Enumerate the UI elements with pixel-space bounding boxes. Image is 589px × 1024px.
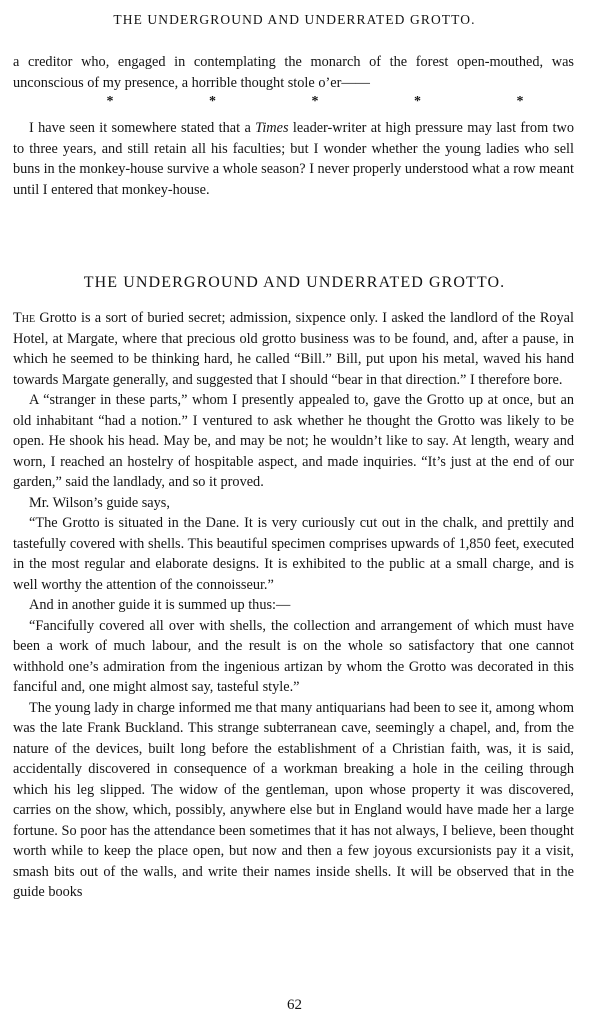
monkey-house-paragraph [13, 118, 574, 200]
opening-paragraph-block [13, 52, 574, 93]
body-paragraph [13, 308, 574, 390]
opening-paragraph: a creditor who, engaged in contemplating the monarch of the forest open-mouthed, was unconscious of my presence, a horrible thought stole o’er—— [13, 54, 574, 91]
body-paragraph: A “stranger in these parts,” whom I presently appealed to, gave the Grotto up at once, but an old inhabitant “had a notion.” I ventured to ask whether he thought the Grotto was likely to be open. He shook his head. May be, and may be not; he wouldn’t like to say. At length, weary and worn, I reached an hostelry of hospitable aspect, and made inquiries. “It’s just at the end of our garden,” said the landlady, and so it proved. [13, 392, 574, 490]
paragraph-text: leader-writer at high pressure may last from two to three years, and still retain all his faculties; but I wonder whether the young ladies who sell buns in the monkey-house survive a whole season? I never properly understood what a row meant until I entered that monkey-house. [13, 120, 574, 198]
body-paragraph: The young lady in charge informed me that many antiquarians had been to see it, among whom was the late Frank Buckland. This strange subterranean cave, seemingly a chapel, and, from the nature of the devices, built long before the establishment of a Christian faith, was, it is said, accidentally discovered in consequence of a workman breaking a hole in the ceiling through which his leg slipped. The widow of the gentleman, upon whose property it was discovered, carries on the show, which, possibly, anywhere else but in England would have made her a large fortune. So poor has the attendance been sometimes that it has not always, I believe, been thought worth while to keep the place open, but now and then a few joyous excursionists pay it a visit, smash bits out of the walls, and write their names inside shells. It will be observed that in the guide books [13, 699, 574, 900]
asterisk: * [414, 94, 421, 109]
paragraph-text: Grotto is a sort of buried secret; admission, sixpence only. I asked the landlord of the Royal Hotel, at Margate, where that precious old grotto business was to be found, and, after a pause, in which he seemed to be thinking hard, he called “Bill.” Bill, put upon his metal, waved his hand towards Margate generally, and suggested that I should “bear in that direction.” I therefore bore. [13, 310, 574, 388]
body-paragraph: Mr. Wilson’s guide says, [29, 494, 170, 511]
section-title: THE UNDERGROUND AND UNDERRATED GROTTO. [83, 274, 506, 291]
monkey-house-paragraph-block [13, 118, 574, 200]
body-paragraph: And in another guide it is summed up thus:— [29, 597, 291, 613]
asterisk: * [106, 94, 114, 109]
lead-word: The [13, 310, 36, 326]
asterisk: * [209, 94, 216, 109]
paragraph-text: I have seen it somewhere stated that a [29, 120, 256, 136]
guide-quotation: “The Grotto is situated in the Dane. It is very curiously cut out in the chalk, and prettily and tastefully covered with shells. This beautiful specimen comprises upwards of 1,850 feet, executed in the most regular and elaborate designs. It is exhibited to the public at a small charge, and is well worthy the attention of the connoisseur.” [13, 515, 574, 593]
asterisk: * [516, 94, 524, 109]
grotto-body [13, 308, 574, 903]
newspaper-title: Times [255, 120, 289, 136]
page-number: 62 [287, 997, 302, 1013]
running-head: THE UNDERGROUND AND UNDERRATED GROTTO. [113, 12, 476, 27]
guide-quotation: “Fancifully covered all over with shells, the collection and arrangement of which must have been a work of much labour, and the result is on the whole so satisfactory that one cannot withhold one’s admiration from the ingenious artizan by whom the Grotto was decorated in this fanciful and, one might almost say, tasteful style.” [13, 617, 574, 695]
asterisk: * [311, 94, 319, 109]
section-break-asterisks [100, 94, 530, 110]
